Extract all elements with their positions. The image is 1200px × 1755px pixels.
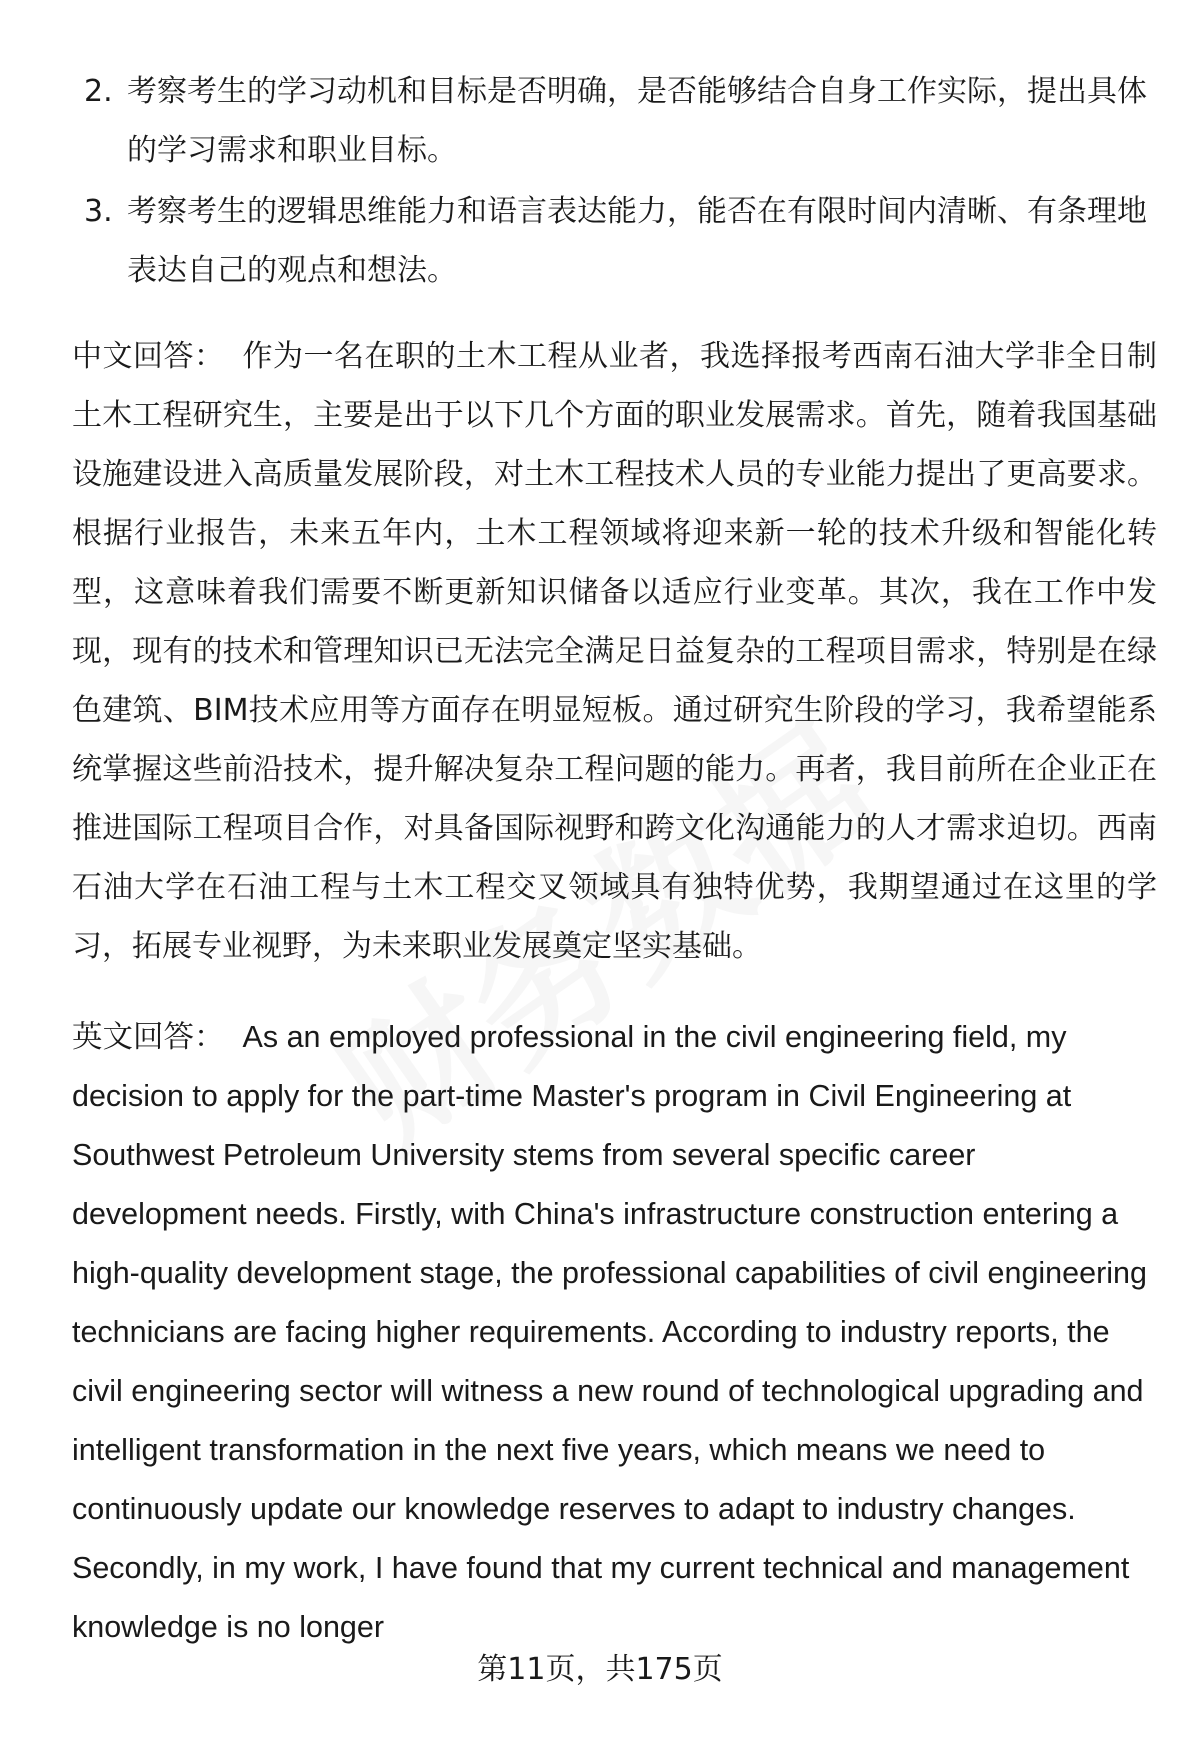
list-item-number: 2. xyxy=(84,74,113,109)
chinese-answer-paragraph xyxy=(72,327,1157,976)
english-answer-text: As an employed professional in the civil engineering field, my decision to apply for the part-time Master's program in Civil Engineering at Southwest Petroleum University stems from several specific career development needs. Firstly, with China's infrastructure construction entering a high-quality development stage, the professional capabilities of civil engineering technicians are facing higher requirements. According to industry reports, the civil engineering sector will witness a new round of technological upgrading and intelligent transformation in the next five years, which means we need to continuously update our knowledge reserves to adapt to industry changes. Secondly, in my work, I have found that my current technical and management knowledge is no longer xyxy=(72,1020,1147,1644)
list-item xyxy=(72,182,1152,300)
criteria-list xyxy=(72,62,1152,302)
english-answer-label: 英文回答： xyxy=(72,1020,225,1054)
list-item-text: 考察考生的逻辑思维能力和语言表达能力，能否在有限时间内清晰、有条理地表达自己的观点和想法。 xyxy=(127,194,1147,288)
chinese-answer-text: 作为一名在职的土木工程从业者，我选择报考西南石油大学非全日制土木工程研究生，主要是出于以下几个方面的职业发展需求。首先，随着我国基础设施建设进入高质量发展阶段，对土木工程技术人员的专业能力提出了更高要求。根据行业报告，未来五年内，土木工程领域将迎来新一轮的技术升级和智能化转型，这意味着我们需要不断更新知识储备以适应行业变革。其次，我在工作中发现，现有的技术和管理知识已无法完全满足日益复杂的工程项目需求，特别是在绿色建筑、BIM技术应用等方面存在明显短板。通过研究生阶段的学习，我希望能系统掌握这些前沿技术，提升解决复杂工程问题的能力。再者，我目前所在企业正在推进国际工程项目合作，对具备国际视野和跨文化沟通能力的人才需求迫切。西南石油大学在石油工程与土木工程交叉领域具有独特优势，我期望通过在这里的学习，拓展专业视野，为未来职业发展奠定坚实基础。 xyxy=(72,339,1157,964)
chinese-answer-label: 中文回答： xyxy=(72,339,225,374)
english-answer-paragraph xyxy=(72,1008,1157,1657)
list-item-number: 3. xyxy=(84,194,113,229)
list-item-text: 考察考生的学习动机和目标是否明确，是否能够结合自身工作实际，提出具体的学习需求和职业目标。 xyxy=(127,74,1147,168)
list-item xyxy=(72,62,1152,180)
page-number: 第11页，共175页 xyxy=(477,1652,723,1687)
